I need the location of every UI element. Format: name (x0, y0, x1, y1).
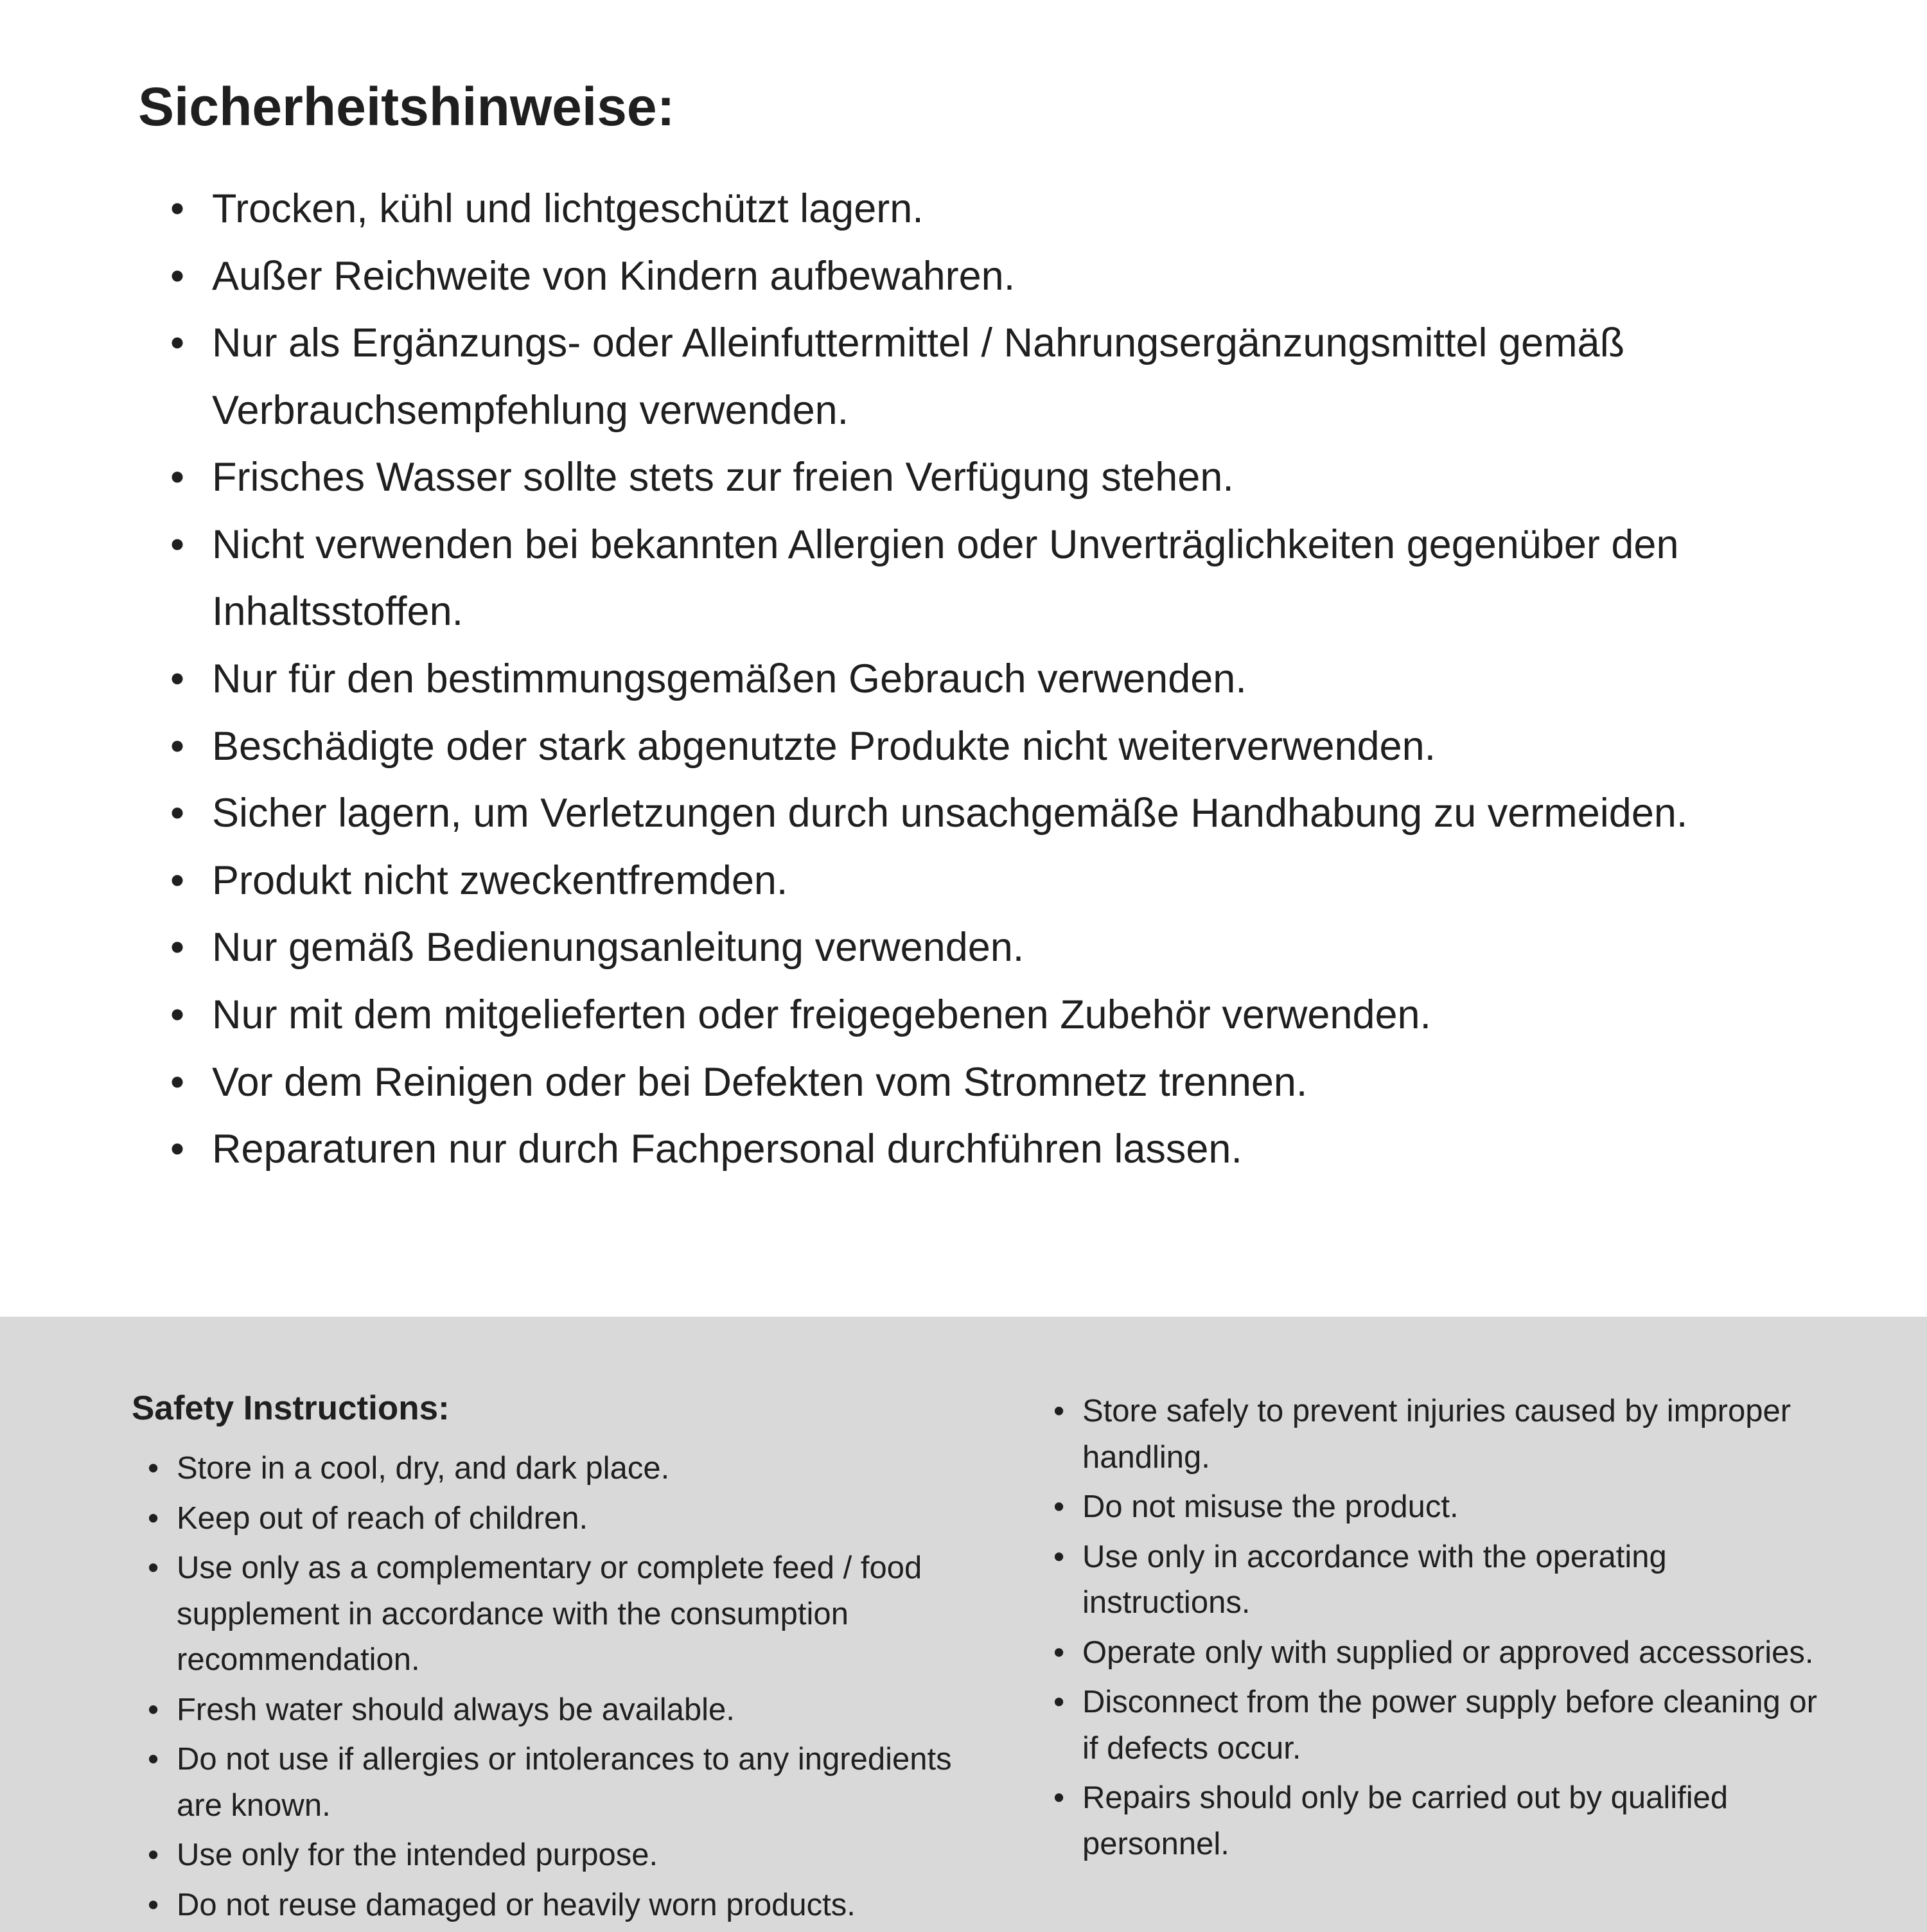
bullet-marker-icon: • (170, 656, 185, 702)
list-item-text: Do not misuse the product. (1082, 1489, 1459, 1525)
english-section (0, 1317, 1927, 1932)
bullet-marker-icon: • (170, 992, 185, 1037)
list-item-text: Store safely to prevent injuries caused by improper handling. (1082, 1394, 1791, 1475)
bullet-marker-icon: • (170, 723, 185, 769)
list-item (1037, 1680, 1837, 1771)
list-item-text: Beschädigte oder stark abgenutzte Produkte nicht weiterverwenden. (212, 723, 1436, 769)
list-item (138, 175, 1856, 243)
list-item-text: Produkt nicht zweckentfremden. (212, 857, 788, 903)
list-item-text: Keep out of reach of children. (177, 1500, 588, 1536)
bullet-marker-icon: • (148, 1742, 159, 1777)
list-item-text: Operate only with supplied or approved accessories. (1082, 1635, 1814, 1670)
bullet-marker-icon: • (170, 1127, 185, 1172)
bullet-marker-icon: • (1053, 1685, 1065, 1720)
english-heading: Safety Instructions: (132, 1389, 450, 1427)
list-item (138, 645, 1856, 713)
bullet-marker-icon: • (148, 1887, 159, 1922)
english-right-column (1037, 1389, 1837, 1871)
list-item (132, 1496, 999, 1542)
list-item-text: Nur als Ergänzungs- oder Alleinfuttermittel / Nahrungsergänzungsmittel gemäß Verbrauchsempfehlung verwenden. (212, 321, 1625, 433)
list-item (138, 713, 1856, 780)
list-item-text: Nicht verwenden bei bekannten Allergien oder Unverträglichkeiten gegenüber den Inhaltsstoffen. (212, 522, 1679, 635)
bullet-marker-icon: • (1053, 1539, 1065, 1574)
list-item (138, 780, 1856, 847)
list-item-text: Repairs should only be carried out by qualified personnel. (1082, 1780, 1729, 1861)
list-item (138, 1116, 1856, 1183)
list-item (138, 310, 1856, 444)
list-item (132, 1832, 999, 1879)
list-item (138, 1049, 1856, 1116)
list-item-text: Fresh water should always be available. (177, 1692, 735, 1727)
list-item-text: Store in a cool, dry, and dark place. (177, 1451, 670, 1486)
list-item-text: Vor dem Reinigen oder bei Defekten vom Stromnetz trennen. (212, 1059, 1308, 1105)
list-item (138, 981, 1856, 1049)
bullet-marker-icon: • (148, 1500, 159, 1536)
list-item (138, 444, 1856, 511)
list-item-text: Nur für den bestimmungsgemäßen Gebrauch verwenden. (212, 656, 1247, 702)
list-item (138, 511, 1856, 645)
list-item-text: Frisches Wasser sollte stets zur freien Verfügung stehen. (212, 455, 1234, 500)
list-item (138, 914, 1856, 981)
bullet-marker-icon: • (170, 321, 185, 366)
list-item-text: Use only for the intended purpose. (177, 1838, 658, 1873)
bullet-marker-icon: • (1053, 1489, 1065, 1525)
bullet-marker-icon: • (170, 925, 185, 970)
list-item-text: Do not reuse damaged or heavily worn products. (177, 1887, 856, 1922)
list-item (132, 1883, 999, 1929)
bullet-marker-icon: • (148, 1550, 159, 1586)
list-item-text: Disconnect from the power supply before cleaning or if defects occur. (1082, 1685, 1817, 1766)
bullet-marker-icon: • (170, 455, 185, 500)
german-bullet-list (138, 175, 1856, 1183)
list-item-text: Use only in accordance with the operating instructions. (1082, 1539, 1667, 1620)
list-item (132, 1446, 999, 1492)
list-item-text: Do not use if allergies or intolerances to any ingredients are known. (177, 1742, 952, 1823)
english-right-bullet-list (1037, 1389, 1837, 1867)
english-left-column (132, 1389, 999, 1932)
bullet-marker-icon: • (1053, 1394, 1065, 1428)
list-item (132, 1687, 999, 1734)
list-item (1037, 1534, 1837, 1626)
list-item (1037, 1389, 1837, 1480)
list-item-text: Trocken, kühl und lichtgeschützt lagern. (212, 186, 924, 231)
list-item-text: Nur mit dem mitgelieferten oder freigegebenen Zubehör verwenden. (212, 992, 1432, 1037)
list-item (1037, 1630, 1837, 1676)
list-item-text: Außer Reichweite von Kindern aufbewahren. (212, 253, 1016, 299)
list-item-text: Sicher lagern, um Verletzungen durch unsachgemäße Handhabung zu vermeiden. (212, 791, 1688, 836)
list-item (1037, 1484, 1837, 1531)
list-item (1037, 1775, 1837, 1867)
list-item (132, 1737, 999, 1829)
list-item-text: Reparaturen nur durch Fachpersonal durchführen lassen. (212, 1127, 1242, 1172)
bullet-marker-icon: • (170, 791, 185, 836)
german-heading: Sicherheitshinweise: (138, 76, 675, 137)
list-item (138, 243, 1856, 310)
bullet-marker-icon: • (1053, 1780, 1065, 1816)
bullet-marker-icon: • (170, 253, 185, 299)
list-item-text: Nur gemäß Bedienungsanleitung verwenden. (212, 925, 1025, 970)
bullet-marker-icon: • (148, 1451, 159, 1486)
bullet-marker-icon: • (1053, 1635, 1065, 1670)
bullet-marker-icon: • (148, 1838, 159, 1873)
list-item (132, 1545, 999, 1683)
bullet-marker-icon: • (170, 857, 185, 903)
list-item-text: Use only as a complementary or complete feed / food supplement in accordance with the consumption recommendation. (177, 1550, 922, 1678)
bullet-marker-icon: • (148, 1692, 159, 1727)
bullet-marker-icon: • (170, 186, 185, 231)
list-item (138, 847, 1856, 915)
bullet-marker-icon: • (170, 1059, 185, 1105)
bullet-marker-icon: • (170, 522, 185, 567)
english-left-bullet-list (132, 1446, 999, 1928)
